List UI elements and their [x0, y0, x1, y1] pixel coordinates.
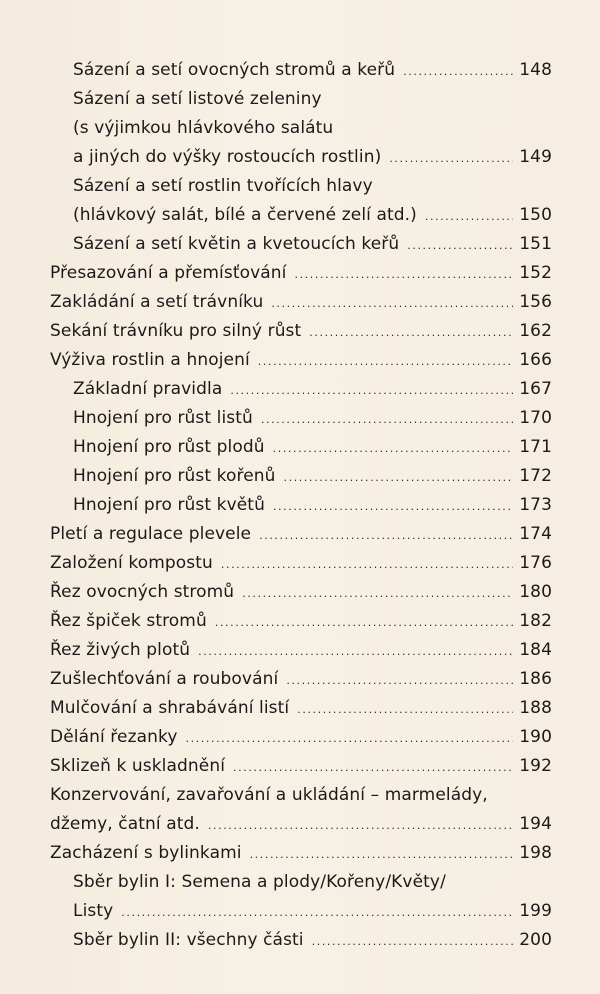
toc-entry-title: Hnojení pro růst kořenů: [73, 466, 276, 486]
dot-leader: [273, 434, 514, 463]
dot-leader: [389, 144, 513, 173]
toc-entry-page-number: 166: [519, 350, 552, 370]
toc-entry: [50, 172, 552, 201]
toc-entry: [50, 781, 552, 810]
toc-entry: [50, 549, 552, 578]
toc-entry-title: Sekání trávníku pro silný růst: [50, 321, 302, 341]
toc-entry-page-number: 170: [519, 408, 552, 428]
toc-entry-page-number: 184: [519, 640, 552, 660]
toc-entry-page-number: 167: [519, 379, 552, 399]
toc-entry-page-number: 199: [519, 901, 552, 921]
toc-entry: [50, 85, 552, 114]
dot-leader: [403, 57, 513, 86]
toc-entry: [50, 752, 552, 781]
toc-entry-title: Přesazování a přemísťování: [50, 263, 287, 283]
toc-entry-page-number: 148: [519, 60, 552, 80]
dot-leader: [258, 347, 513, 376]
toc-entry-title: Hnojení pro růst plodů: [73, 437, 265, 457]
toc-entry-page-number: 200: [519, 930, 552, 950]
toc-entry: [50, 433, 552, 462]
toc-entry-title: Založení kompostu: [50, 553, 213, 573]
toc-entry-title: Hnojení pro růst listů: [73, 408, 253, 428]
toc-entry-title: Sklizeň k uskladnění: [50, 756, 226, 776]
dot-leader: [312, 927, 514, 956]
toc-entry-title: Sázení a setí ovocných stromů a keřů: [73, 60, 396, 80]
dot-leader: [121, 898, 513, 927]
dot-leader: [284, 463, 514, 492]
toc-entry: [50, 491, 552, 520]
toc-entry: [50, 201, 552, 230]
toc-entry: [50, 694, 552, 723]
toc-entry: [50, 578, 552, 607]
dot-leader: [294, 260, 513, 289]
toc-entry-title: džemy, čatní atd.: [50, 814, 200, 834]
toc-entry: [50, 230, 552, 259]
toc-entry-page-number: 149: [519, 147, 552, 167]
toc-entry-title: Mulčování a shrabávání listí: [50, 698, 290, 718]
toc-entry: [50, 926, 552, 955]
dot-leader: [297, 695, 513, 724]
dot-leader: [261, 405, 513, 434]
dot-leader: [230, 376, 513, 405]
toc-entry-title: Pletí a regulace plevele: [50, 524, 252, 544]
toc-entry-title: Sběr bylin II: všechny části: [73, 930, 304, 950]
toc-entry-title: Sázení a setí rostlin tvořících hlavy: [73, 176, 373, 196]
toc-entry: [50, 897, 552, 926]
toc-entry-page-number: 174: [519, 524, 552, 544]
toc-entry-title: Řez ovocných stromů: [50, 582, 235, 602]
toc-entry-page-number: 151: [519, 234, 552, 254]
toc-entry-title: Základní pravidla: [73, 379, 223, 399]
dot-leader: [215, 608, 513, 637]
dot-leader: [407, 231, 513, 260]
toc-entry: [50, 607, 552, 636]
toc-entry-title: Řez špiček stromů: [50, 611, 207, 631]
dot-leader: [271, 289, 513, 318]
toc-entry-page-number: 192: [519, 756, 552, 776]
dot-leader: [259, 521, 513, 550]
toc-entry: [50, 810, 552, 839]
toc-entry-page-number: 186: [519, 669, 552, 689]
toc-entry-title: Sběr bylin I: Semena a plody/Kořeny/Květy/: [73, 872, 446, 892]
dot-leader: [198, 637, 513, 666]
toc-entry-title: Zacházení s bylinkami: [50, 843, 242, 863]
dot-leader: [221, 550, 513, 579]
dot-leader: [208, 811, 513, 840]
toc-entry: [50, 346, 552, 375]
dot-leader: [273, 492, 513, 521]
toc-entry-page-number: 188: [519, 698, 552, 718]
table-of-contents: [50, 56, 552, 955]
toc-entry-title: Hnojení pro růst květů: [73, 495, 265, 515]
dot-leader: [233, 753, 513, 782]
toc-entry-title: Listy: [73, 901, 114, 921]
toc-entry-title: (hlávkový salát, bílé a červené zelí atd.): [73, 205, 417, 225]
toc-entry-title: Zakládání a setí trávníku: [50, 292, 264, 312]
dot-leader: [250, 840, 514, 869]
toc-entry-page-number: 194: [519, 814, 552, 834]
toc-entry: [50, 143, 552, 172]
dot-leader: [242, 579, 513, 608]
toc-entry-title: (s výjimkou hlávkového salátu: [73, 118, 334, 138]
toc-entry-title: Dělání řezanky: [50, 727, 178, 747]
toc-entry: [50, 317, 552, 346]
toc-entry-page-number: 173: [519, 495, 552, 515]
toc-entry-page-number: 172: [519, 466, 552, 486]
toc-entry-page-number: 180: [519, 582, 552, 602]
toc-entry-page-number: 176: [519, 553, 552, 573]
toc-entry-title: Výživa rostlin a hnojení: [50, 350, 250, 370]
toc-entry: [50, 868, 552, 897]
toc-entry: [50, 462, 552, 491]
toc-entry-page-number: 182: [519, 611, 552, 631]
toc-entry-title: Zušlechťování a roubování: [50, 669, 279, 689]
toc-entry: [50, 259, 552, 288]
toc-entry: [50, 114, 552, 143]
toc-entry-page-number: 150: [519, 205, 552, 225]
dot-leader: [185, 724, 513, 753]
toc-entry-title: Sázení a setí květin a kvetoucích keřů: [73, 234, 400, 254]
toc-entry-title: Řez živých plotů: [50, 640, 191, 660]
toc-entry-page-number: 156: [519, 292, 552, 312]
toc-entry-page-number: 162: [519, 321, 552, 341]
toc-entry: [50, 723, 552, 752]
toc-entry: [50, 839, 552, 868]
toc-entry-page-number: 171: [519, 437, 552, 457]
toc-entry: [50, 288, 552, 317]
dot-leader: [309, 318, 513, 347]
toc-entry: [50, 375, 552, 404]
toc-entry: [50, 404, 552, 433]
toc-entry-title: Sázení a setí listové zeleniny: [73, 89, 322, 109]
toc-entry: [50, 636, 552, 665]
toc-entry-title: Konzervování, zavařování a ukládání – marmelády,: [50, 785, 488, 805]
toc-entry: [50, 665, 552, 694]
toc-entry: [50, 56, 552, 85]
dot-leader: [425, 202, 513, 231]
toc-entry-title: a jiných do výšky rostoucích rostlin): [73, 147, 382, 167]
toc-entry: [50, 520, 552, 549]
toc-entry-page-number: 152: [519, 263, 552, 283]
toc-entry-page-number: 190: [519, 727, 552, 747]
dot-leader: [286, 666, 513, 695]
toc-entry-page-number: 198: [519, 843, 552, 863]
